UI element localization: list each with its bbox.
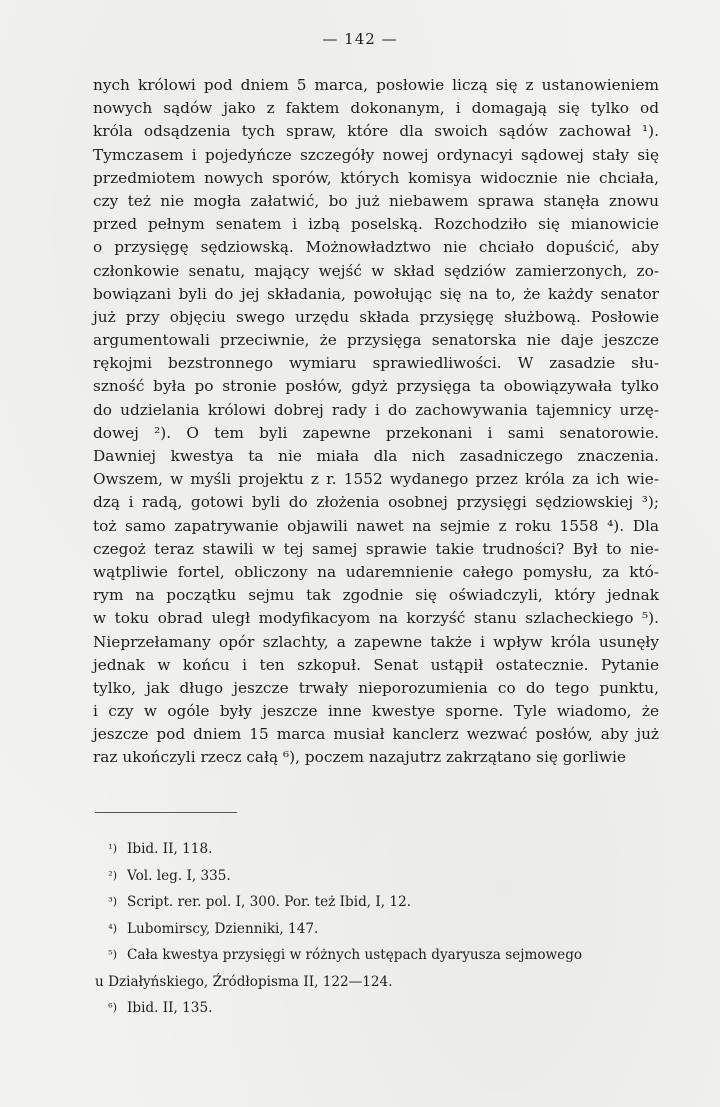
footnote-text: Ibid. II, 118. [127, 841, 213, 857]
footnote-text: Script. rer. pol. I, 300. Por. też Ibid, I, 12. [127, 894, 412, 910]
text-line: i czy w ogóle były jeszcze inne kwestye sporne. Tyle wiadomo, że [93, 702, 659, 721]
text-line: jeszcze pod dniem 15 marca musiał kanclerz wezwać posłów, aby już [93, 725, 659, 744]
footnote-text: Lubomirscy, Dzienniki, 147. [127, 920, 319, 937]
footnote-divider [95, 812, 237, 813]
footnote-2 [95, 863, 665, 890]
text-line: przedmiotem nowych sporów, których komisya widocznie nie chciała, [93, 168, 659, 187]
footnote-1 [95, 836, 665, 863]
text-line: w toku obrad uległ modyfikacyom na korzyść stanu szlacheckiego ⁵). [93, 609, 659, 628]
text-line: Tymczasem i pojedyńcze szczegóły nowej ordynacyi sądowej stały się [93, 145, 659, 164]
footnote-marker: ²) [108, 868, 117, 882]
text-line: do udzielania królowi dobrej rady i do zachowywania tajemnicy urzę- [93, 400, 659, 419]
text-line: Owszem, w myśli projektu z r. 1552 wydanego przez króla za ich wie- [93, 470, 659, 489]
text-line: Dawniej kwestya ta nie miała dla nich zasadniczego znaczenia. [93, 447, 659, 465]
text-line: bowiązani byli do jej składania, powołując się na to, że każdy senator [93, 284, 659, 303]
text-line: o przysięgę sędziowską. Możnowładztwo nie chciało dopuścić, aby [93, 238, 659, 257]
text-line: nowych sądów jako z faktem dokonanym, i domagają się tylko od [93, 99, 659, 118]
text-line: raz ukończyli rzecz całą ⁶), poczem nazajutrz zakrzątano się gorliwie [93, 748, 626, 767]
footnote-marker: ⁵) [108, 948, 117, 961]
footnote-text: Vol. leg. I, 335. [127, 867, 231, 884]
footnote-text: Ibid. II, 135. [127, 1000, 213, 1016]
text-line: rękojmi bezstronnego wymiaru sprawiedliwości. W zasadzie słu- [93, 354, 659, 373]
text-line: szność była po stronie posłów, gdyż przysięga ta obowiązywała tylko [93, 377, 659, 396]
footnote-6 [95, 995, 665, 1022]
text-line: dowej ²). O tem byli zapewne przekonani i sami senatorowie. [93, 423, 659, 442]
text-line: dzą i radą, gotowi byli do złożenia osobnej przysięgi sędziowskiej ³); [93, 493, 659, 512]
footnote-marker: ⁶) [108, 1001, 117, 1014]
footnote-5 [95, 942, 665, 969]
text-line: członkowie senatu, mający wejść w skład sędziów zamierzonych, zo- [93, 261, 659, 280]
text-line: jednak w końcu i ten szkopuł. Senat ustąpił ostatecznie. Pytanie [93, 655, 659, 674]
text-line: toż samo zapatrywanie objawili nawet na sejmie z roku 1558 ⁴). Dla [93, 516, 659, 535]
text-line: już przy objęciu swego urzędu składa przysięgę służbową. Posłowie [93, 307, 659, 326]
text-line: argumentowali przeciwnie, że przysięga senatorska nie daje jeszcze [93, 331, 659, 350]
text-line: tylko, jak długo jeszcze trwały nieporozumienia co do tego punktu, [93, 678, 659, 697]
text-line: wątpliwie fortel, obliczony na udaremnienie całego pomysłu, za któ- [93, 562, 659, 581]
page-number: — 142 — [322, 30, 398, 48]
text-line: przed pełnym senatem i izbą poselską. Rozchodziło się mianowicie [93, 215, 659, 234]
text-line: nych królowi pod dniem 5 marca, posłowie liczą się z ustanowieniem [93, 76, 659, 94]
text-line: rym na początku sejmu tak zgodnie się oświadczyli, który jednak [93, 586, 659, 605]
text-line: Nieprzełamany opór szlachty, a zapewne także i wpływ króla usunęły [93, 632, 659, 651]
footnotes [95, 836, 665, 1022]
text-line: czy też nie mogła załatwić, bo już niebawem sprawa stanęła znowu [93, 191, 659, 210]
footnote-marker: ³) [108, 895, 117, 908]
footnote-5-continuation: u Działyńskiego, Źródłopisma II, 122—124. [95, 973, 393, 990]
footnote-text: Cała kwestya przysięgi w różnych ustępach dyaryusza sejmowego [127, 947, 583, 963]
footnote-marker: ¹) [108, 842, 117, 855]
footnote-3 [95, 889, 665, 916]
footnote-marker: ⁴) [108, 921, 117, 935]
text-line: króla odsądzenia tych spraw, które dla swoich sądów zachował ¹). [93, 122, 659, 141]
body-text [93, 74, 659, 770]
text-line: czegoż teraz stawili w tej samej sprawie takie trudności? Był to nie- [93, 539, 659, 558]
footnote-4 [95, 916, 665, 943]
